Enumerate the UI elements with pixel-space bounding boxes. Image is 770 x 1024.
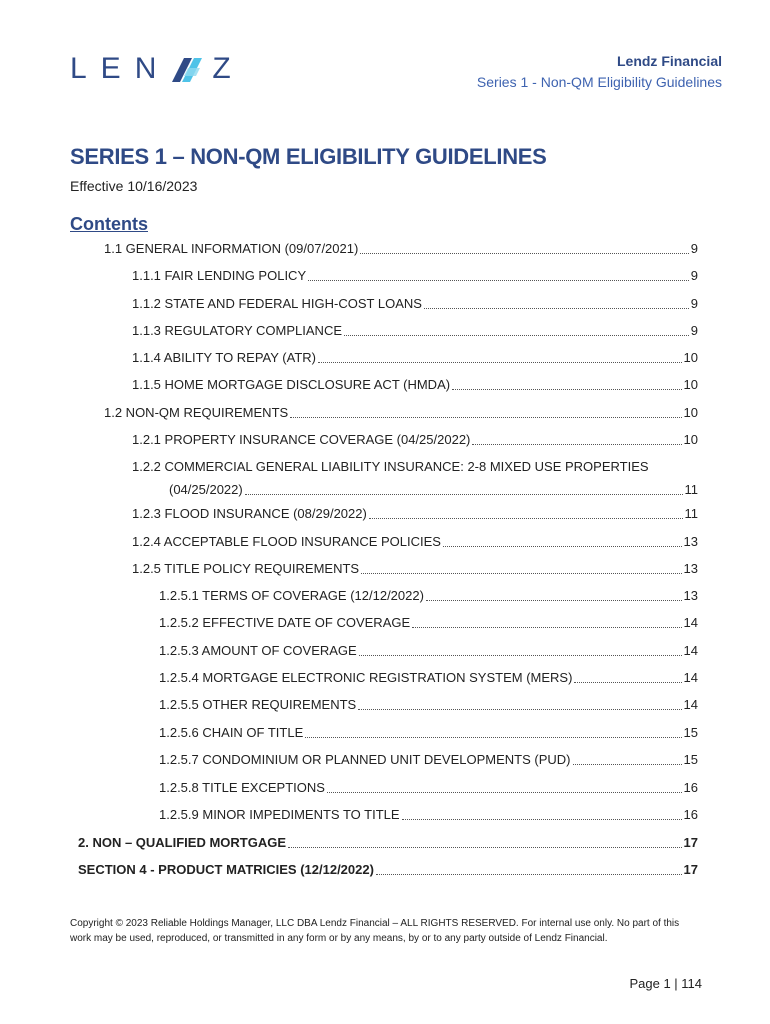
toc-entry-page: 9 bbox=[690, 323, 698, 338]
toc-entry-label: 1.1.1 FAIR LENDING POLICY bbox=[132, 268, 307, 283]
contents-heading: Contents bbox=[70, 214, 148, 234]
toc-leader bbox=[443, 546, 682, 547]
toc-entry-page: 14 bbox=[683, 697, 698, 712]
toc-entry-page: 17 bbox=[683, 835, 698, 850]
toc-entry-page: 13 bbox=[683, 534, 698, 549]
toc-leader bbox=[369, 518, 683, 519]
toc-entry-page: 11 bbox=[684, 482, 698, 497]
toc-leader bbox=[424, 308, 689, 309]
toc-leader bbox=[318, 362, 682, 363]
page-number: Page 1 | 114 bbox=[629, 976, 702, 991]
toc-entry[interactable] bbox=[132, 376, 698, 394]
toc-leader bbox=[376, 874, 682, 875]
toc-entry[interactable] bbox=[104, 404, 698, 422]
toc-entry-label: 1.2.5.9 MINOR IMPEDIMENTS TO TITLE bbox=[159, 807, 400, 822]
toc-entry[interactable] bbox=[132, 322, 698, 340]
toc-entry[interactable] bbox=[159, 806, 698, 824]
toc-entry-label: 1.1.5 HOME MORTGAGE DISCLOSURE ACT (HMDA) bbox=[132, 377, 451, 392]
header-series: Series 1 - Non-QM Eligibility Guidelines bbox=[476, 74, 722, 90]
header-company: Lendz Financial bbox=[616, 53, 722, 69]
toc-entry[interactable] bbox=[159, 614, 698, 632]
toc-entry[interactable] bbox=[159, 696, 698, 714]
toc-entry[interactable] bbox=[159, 724, 698, 742]
toc-entry-label-cont: (04/25/2022) bbox=[169, 482, 243, 497]
toc-entry-label: 1.1.2 STATE AND FEDERAL HIGH-COST LOANS bbox=[132, 296, 422, 311]
toc-entry-page: 17 bbox=[683, 862, 698, 877]
toc-entry[interactable] bbox=[132, 267, 698, 285]
toc-leader bbox=[358, 709, 681, 710]
toc-leader bbox=[305, 737, 681, 738]
lendz-logo bbox=[70, 54, 245, 84]
toc-entry-label: 1.2.5.5 OTHER REQUIREMENTS bbox=[159, 697, 357, 712]
toc-entry-label: 1.2.5.6 CHAIN OF TITLE bbox=[159, 725, 304, 740]
toc-entry-label: 1.2.5.4 MORTGAGE ELECTRONIC REGISTRATION SYSTEM (MERS) bbox=[159, 670, 573, 685]
toc-leader bbox=[288, 847, 682, 848]
toc-entry-page: 10 bbox=[683, 405, 698, 420]
toc-entry[interactable] bbox=[78, 834, 698, 852]
toc-entry-page: 9 bbox=[690, 268, 698, 283]
toc-entry[interactable] bbox=[132, 560, 698, 578]
toc-leader bbox=[344, 335, 689, 336]
toc-leader bbox=[574, 682, 681, 683]
toc-leader bbox=[245, 494, 683, 495]
toc-entry-page: 14 bbox=[683, 615, 698, 630]
toc-entry-label: 1.2.3 FLOOD INSURANCE (08/29/2022) bbox=[132, 506, 367, 521]
toc-leader bbox=[327, 792, 682, 793]
logo-mark-icon bbox=[170, 56, 204, 82]
toc-entry-page: 10 bbox=[683, 432, 698, 447]
page-title: SERIES 1 – NON-QM ELIGIBILITY GUIDELINES bbox=[70, 144, 547, 169]
toc-entry-page: 14 bbox=[683, 670, 698, 685]
toc-leader bbox=[361, 573, 681, 574]
toc-entry-label: 2. NON – QUALIFIED MORTGAGE bbox=[78, 835, 287, 850]
toc-leader bbox=[472, 444, 681, 445]
toc-entry[interactable] bbox=[132, 505, 698, 523]
toc-leader bbox=[308, 280, 689, 281]
copyright-notice: Copyright © 2023 Reliable Holdings Manager, LLC DBA Lendz Financial – ALL RIGHTS RESERVED. For internal use only. No part of this work may be used, reproduced, or transmitted in any form or by any means, by or to any party outside of Lendz Financial. bbox=[70, 918, 680, 944]
toc-entry-label: 1.2.1 PROPERTY INSURANCE COVERAGE (04/25/2022) bbox=[132, 432, 471, 447]
toc-entry[interactable] bbox=[159, 669, 698, 687]
toc-entry-label: 1.2.5 TITLE POLICY REQUIREMENTS bbox=[132, 561, 360, 576]
toc-entry[interactable] bbox=[159, 642, 698, 660]
logo-text-right: Z bbox=[212, 52, 245, 85]
toc-entry-page: 9 bbox=[690, 296, 698, 311]
toc-leader bbox=[402, 819, 682, 820]
toc-leader bbox=[452, 389, 681, 390]
toc-leader bbox=[290, 417, 681, 418]
toc-entry-page: 13 bbox=[683, 561, 698, 576]
toc-entry-label: 1.2.2 COMMERCIAL GENERAL LIABILITY INSURANCE: 2-8 MIXED USE PROPERTIES bbox=[132, 459, 649, 474]
toc-entry-page: 13 bbox=[683, 588, 698, 603]
toc-leader bbox=[360, 253, 688, 254]
toc-entry[interactable] bbox=[159, 779, 698, 797]
toc-entry[interactable] bbox=[132, 533, 698, 551]
toc-entry-page: 9 bbox=[690, 241, 698, 256]
toc-entry-label: 1.1 GENERAL INFORMATION (09/07/2021) bbox=[104, 241, 359, 256]
page-header-right bbox=[477, 52, 722, 92]
toc-leader bbox=[359, 655, 682, 656]
toc-entry[interactable] bbox=[78, 861, 698, 879]
toc-entry-label: SECTION 4 - PRODUCT MATRICIES (12/12/2022) bbox=[78, 862, 374, 877]
logo-text-left: LEN bbox=[70, 52, 171, 85]
toc-entry[interactable] bbox=[159, 751, 698, 769]
toc-leader bbox=[426, 600, 682, 601]
toc-leader bbox=[573, 764, 682, 765]
toc-entry-label: 1.2.5.7 CONDOMINIUM OR PLANNED UNIT DEVELOPMENTS (PUD) bbox=[159, 752, 571, 767]
toc-entry-label: 1.2.5.8 TITLE EXCEPTIONS bbox=[159, 780, 325, 795]
toc-entry-continuation bbox=[169, 481, 698, 499]
toc-entry[interactable] bbox=[104, 240, 698, 258]
toc-entry-page: 10 bbox=[683, 350, 698, 365]
toc-entry-label: 1.1.4 ABILITY TO REPAY (ATR) bbox=[132, 350, 316, 365]
toc-entry-label: 1.2.5.2 EFFECTIVE DATE OF COVERAGE bbox=[159, 615, 411, 630]
toc-entry-page: 16 bbox=[683, 807, 698, 822]
toc-entry-label: 1.2.4 ACCEPTABLE FLOOD INSURANCE POLICIES bbox=[132, 534, 441, 549]
toc-leader bbox=[412, 627, 681, 628]
toc-entry-page: 15 bbox=[683, 752, 698, 767]
toc-entry-page: 11 bbox=[684, 506, 698, 521]
toc-entry-label: 1.1.3 REGULATORY COMPLIANCE bbox=[132, 323, 342, 338]
toc-entry-label: 1.2.5.1 TERMS OF COVERAGE (12/12/2022) bbox=[159, 588, 424, 603]
toc-entry-page: 10 bbox=[683, 377, 698, 392]
toc-entry[interactable] bbox=[132, 295, 698, 313]
toc-entry-two-line[interactable] bbox=[132, 458, 698, 499]
toc-entry-label: 1.2 NON-QM REQUIREMENTS bbox=[104, 405, 289, 420]
toc-entry[interactable] bbox=[159, 587, 698, 605]
toc-entry[interactable] bbox=[132, 349, 698, 367]
toc-entry[interactable] bbox=[132, 431, 698, 449]
toc-entry-label: 1.2.5.3 AMOUNT OF COVERAGE bbox=[159, 643, 357, 658]
toc-entry-page: 14 bbox=[683, 643, 698, 658]
toc-entry-page: 15 bbox=[683, 725, 698, 740]
toc-entry-page: 16 bbox=[683, 780, 698, 795]
effective-date: Effective 10/16/2023 bbox=[70, 178, 198, 194]
